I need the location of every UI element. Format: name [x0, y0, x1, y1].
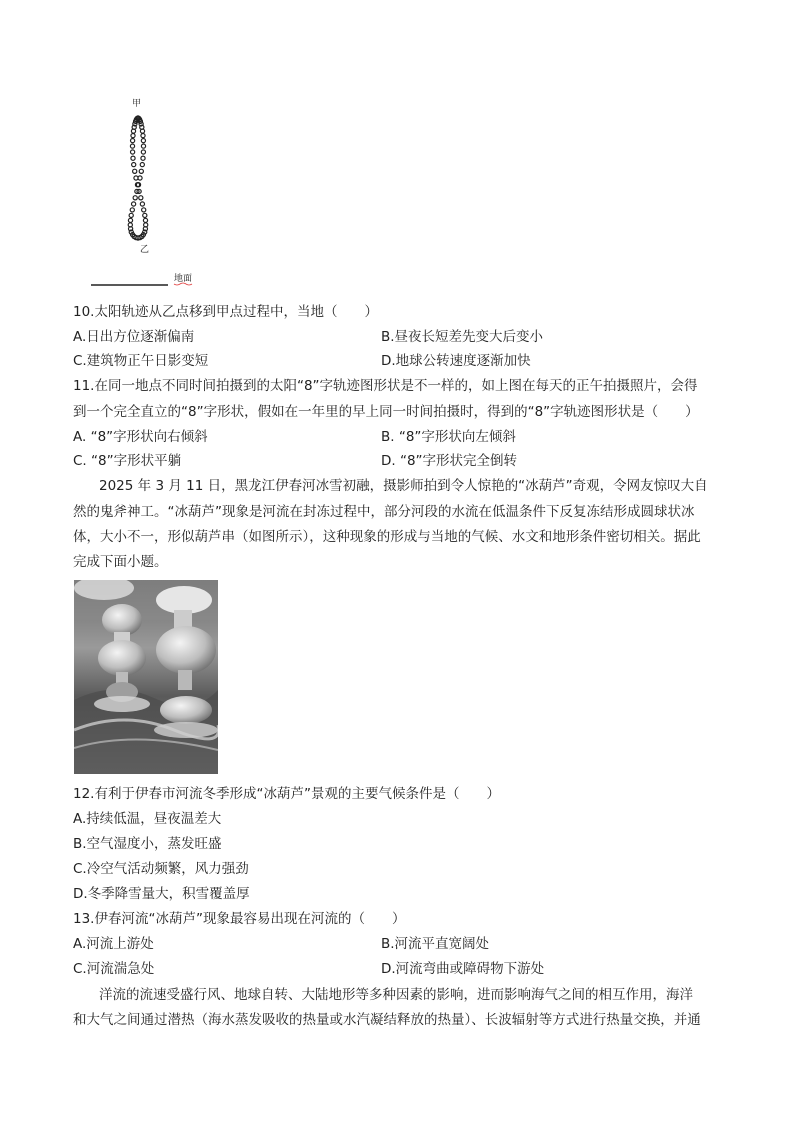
- analemma-dot: [131, 134, 135, 138]
- passage2-line1: 洋流的流速受盛行风、地球自转、大陆地形等多种因素的影响，进而影响海气之间的相互作用，海洋: [99, 987, 693, 1003]
- q12-option-c[interactable]: C.冷空气活动频繁，风力强劲: [73, 861, 249, 877]
- q13-option-d[interactable]: D.河流弯曲或障碍物下游处: [381, 961, 545, 977]
- analemma-dot: [140, 163, 144, 167]
- analemma-dot: [142, 208, 146, 212]
- passage2-line2: 和大气之间通过潜热（海水蒸发吸收的热量或水汽凝结释放的热量）、长波辐射等方式进行热量交换，并通: [73, 1012, 701, 1028]
- q11-option-b[interactable]: B. “8”字形状向左倾斜: [381, 429, 516, 445]
- analemma-dot: [131, 150, 135, 154]
- q12-option-a[interactable]: A.持续低温，昼夜温差大: [73, 811, 222, 827]
- q10-option-a[interactable]: A.日出方位逐渐偏南: [73, 329, 195, 345]
- analemma-dot: [140, 202, 144, 206]
- analemma-dot: [132, 202, 136, 206]
- analemma-dots: [128, 116, 148, 240]
- q13-option-c[interactable]: C.河流湍急处: [73, 961, 155, 977]
- analemma-dot: [133, 169, 137, 173]
- analemma-dot: [139, 196, 143, 200]
- q10-stem: 10.太阳轨迹从乙点移到甲点过程中，当地（ ）: [73, 304, 378, 320]
- q12-option-d[interactable]: D.冬季降雪量大，积雪覆盖厚: [73, 886, 250, 902]
- analemma-dot: [131, 139, 135, 143]
- q13-stem: 13.伊春河流“冰葫芦”现象最容易出现在河流的（ ）: [73, 911, 406, 927]
- analemma-figure: [88, 92, 218, 288]
- analemma-dot: [141, 139, 145, 143]
- analemma-dot: [139, 169, 143, 173]
- analemma-dot: [141, 150, 145, 154]
- q10-option-d[interactable]: D.地球公转速度逐渐加快: [381, 353, 531, 369]
- passage1-line4: 完成下面小题。: [73, 554, 168, 570]
- q13-option-a[interactable]: A.河流上游处: [73, 936, 154, 952]
- analemma-dot: [141, 144, 145, 148]
- analemma-dot: [130, 144, 134, 148]
- passage1-line2: 然的鬼斧神工。“冰葫芦”现象是河流在封冻过程中，部分河段的水流在低温条件下反复冻结形成圆球状冰: [73, 504, 695, 520]
- analemma-dot: [141, 156, 145, 160]
- ice-gourd-photo: [74, 580, 218, 774]
- q13-option-b[interactable]: B.河流平直宽阔处: [381, 936, 490, 952]
- q10-option-b[interactable]: B.昼夜长短差先变大后变小: [381, 329, 544, 345]
- analemma-dot: [128, 218, 132, 222]
- passage1-line1: 2025 年 3 月 11 日，黑龙江伊春河冰雪初融，摄影师拍到令人惊艳的“冰葫芦”奇观，令网友惊叹大自: [99, 478, 708, 494]
- analemma-dot: [132, 163, 136, 167]
- analemma-label-yi: 乙: [140, 245, 150, 255]
- ground-label: 地面: [174, 274, 193, 284]
- analemma-dot: [131, 156, 135, 160]
- analemma-dot: [130, 208, 134, 212]
- q12-stem: 12.有利于伊春市河流冬季形成“冰葫芦”景观的主要气候条件是（ ）: [73, 786, 500, 802]
- analemma-dot: [129, 213, 133, 217]
- q10-option-c[interactable]: C.建筑物正午日影变短: [73, 353, 209, 369]
- q11-stem-line1: 11.在同一地点不同时间拍摄到的太阳“8”字轨迹图形状是不一样的，如上图在每天的正午拍摄照片，会得: [73, 378, 698, 394]
- analemma-label-jia: 甲: [132, 99, 142, 109]
- analemma-dot: [143, 218, 147, 222]
- analemma-dot: [141, 134, 145, 138]
- analemma-dot: [143, 213, 147, 217]
- q11-option-c[interactable]: C. “8”字形状平躺: [73, 453, 182, 469]
- q11-stem-line2: 到一个完全直立的“8”字形状，假如在一年里的早上同一时间拍摄时，得到的“8”字轨迹图形状是（ ）: [73, 404, 699, 420]
- analemma-dot: [133, 196, 137, 200]
- passage1-line3: 体，大小不一，形似葫芦串（如图所示），这种现象的形成与当地的气候、水文和地形条件密切相关。据此: [73, 529, 701, 545]
- q11-option-d[interactable]: D. “8”字形状完全倒转: [381, 453, 518, 469]
- q11-option-a[interactable]: A. “8”字形状向右倾斜: [73, 429, 208, 445]
- q12-option-b[interactable]: B.空气湿度小，蒸发旺盛: [73, 836, 222, 852]
